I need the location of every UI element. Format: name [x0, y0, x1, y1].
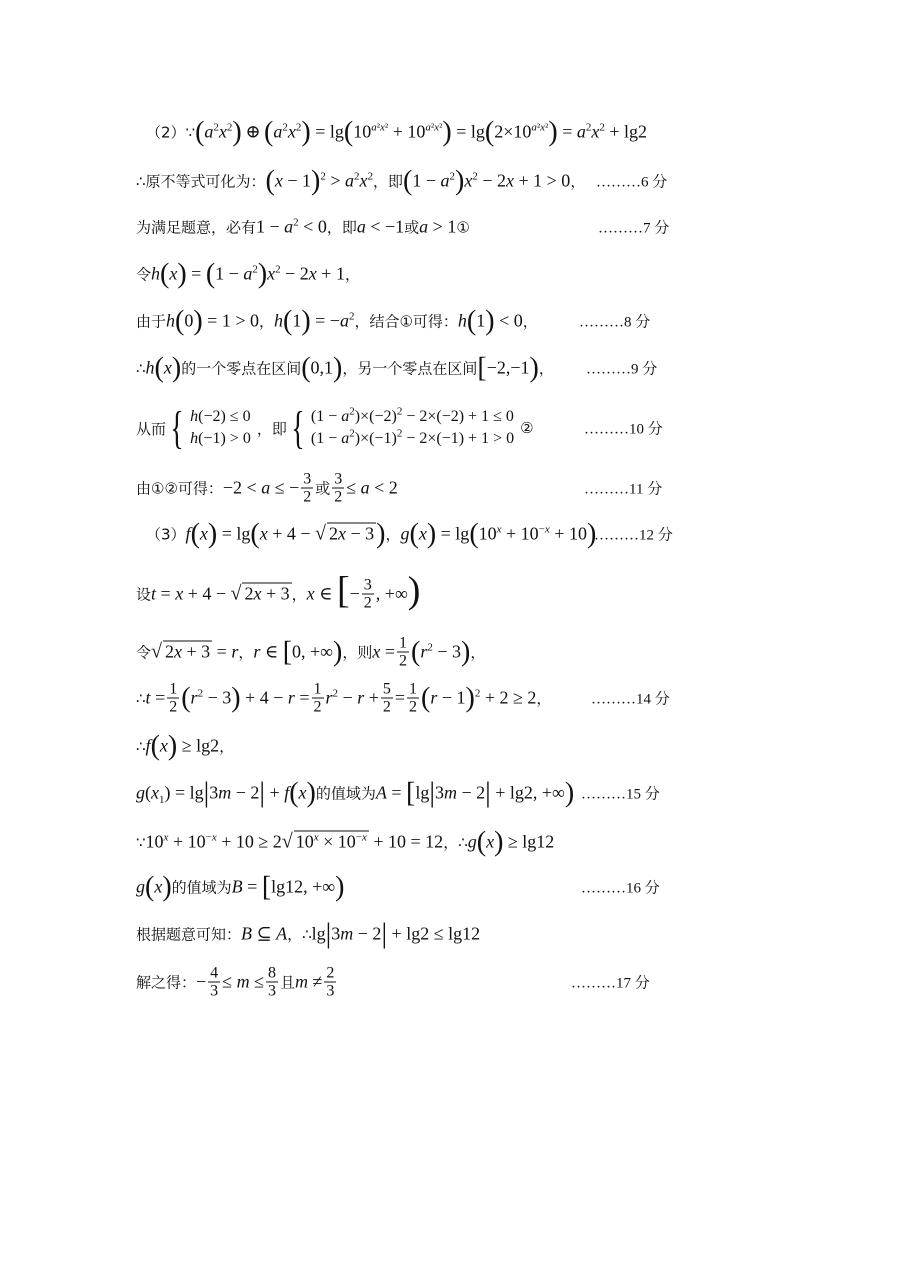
text-segment: 或: [404, 218, 420, 237]
solution-line-18: [0, 960, 900, 1004]
solution-line-16: [0, 867, 900, 907]
fraction: [407, 681, 419, 716]
formula: $(1 - a^2)x^2 - 2x + 1 > 0$: [403, 165, 571, 197]
fraction: [324, 965, 336, 1000]
text-segment: ，另一个零点在区间: [342, 359, 478, 378]
fraction: [362, 577, 374, 612]
line-content: [136, 258, 360, 290]
line-content: [136, 635, 485, 670]
formula: $r^2 - r$ +: [325, 687, 379, 708]
solution-line-6: [0, 348, 900, 388]
text-segment: ，: [536, 689, 552, 708]
text-segment: ，: [570, 172, 586, 191]
solution-line-4: [0, 254, 900, 294]
fraction: [332, 471, 344, 506]
line-content: [136, 569, 421, 612]
solution-line-8: [0, 466, 900, 510]
text-segment: ，: [344, 265, 360, 284]
formula: B = [lg12, +∞): [231, 871, 345, 903]
numerator: 3: [334, 470, 343, 488]
brace-icon: {: [170, 402, 184, 453]
text-segment: 设: [136, 585, 152, 604]
formula: lg|3m − 2| + lg2 ≤ lg12: [311, 918, 481, 950]
formula: x =: [372, 641, 395, 662]
solution-line-7: [0, 403, 900, 453]
formula: x ∈ [−: [306, 569, 360, 612]
formula: $(r^2 - 3)$: [411, 636, 471, 668]
score-marker: ………12 分: [594, 527, 673, 544]
line-content: [136, 217, 470, 238]
formula: t = x + 4 − √ 2x + 3: [151, 582, 290, 605]
text-segment: ，结合①可得：: [354, 312, 458, 331]
system-row: h(−2) ≤ 0: [190, 408, 251, 425]
text-segment: ∴原不等式可化为：: [136, 172, 266, 191]
system-rows: [311, 406, 514, 450]
numerator: 8: [267, 964, 276, 982]
formula: $h(x) = (1 - a^2)x^2 - 2x + 1$: [151, 258, 345, 290]
score-marker: ………14 分: [591, 691, 670, 708]
solution-line-17: [0, 914, 900, 954]
text-segment: ∴: [136, 737, 146, 755]
solution-line-13: [0, 726, 900, 766]
text-segment: 令: [136, 265, 152, 284]
text-segment: 令: [136, 643, 152, 662]
denominator: 2: [303, 488, 312, 506]
text-segment: ，: [470, 643, 486, 662]
formula: $(x - 1)^2 > a^2x^2$: [265, 165, 374, 197]
text-segment: 的值域为: [315, 784, 376, 803]
solution-line-11: [0, 630, 900, 674]
denominator: 3: [326, 982, 335, 1000]
text-segment: 的一个零点在区间: [181, 359, 302, 378]
line-content: [146, 518, 597, 550]
formula: , +∞): [375, 569, 421, 612]
solution-line-1: [0, 112, 900, 152]
text-segment: 为满足题意，必有: [136, 218, 257, 237]
text-segment: ，即: [373, 172, 404, 191]
denominator: 2: [363, 594, 372, 612]
formula: ≤ a < 2: [346, 477, 398, 498]
formula: f(x) ≥ lg2: [145, 730, 220, 762]
text-segment: ∴: [136, 689, 146, 707]
formula: √ 2x + 3 = r: [151, 640, 239, 663]
numerator: 1: [409, 680, 418, 698]
formula: (0,1): [301, 352, 343, 384]
inequality-system: [287, 402, 515, 453]
text-segment: ，: [219, 737, 235, 756]
line-content: [136, 871, 345, 903]
formula: =: [394, 687, 406, 708]
numerator: 3: [363, 576, 372, 594]
text-segment: 由①②可得：: [136, 479, 223, 498]
line-content: [136, 826, 555, 858]
text-segment: 根据题意可知：: [136, 925, 242, 944]
numerator: 2: [326, 964, 335, 982]
formula: h(x): [145, 352, 182, 384]
text-segment: 或: [315, 479, 331, 498]
part-label: （3）: [146, 525, 186, 544]
text-segment: 从而: [136, 419, 167, 438]
score-marker: ………10 分: [584, 421, 663, 438]
solution-line-15: [0, 822, 900, 862]
line-content: [136, 165, 586, 197]
solution-line-5: [0, 301, 900, 341]
system-row: h(−1) > 0: [190, 430, 251, 447]
score-marker: ………11 分: [584, 481, 663, 498]
formula: $1 - a^2 < 0$: [256, 216, 327, 237]
numerator: 1: [399, 634, 407, 652]
solution-line-9: [0, 514, 900, 554]
fraction: [208, 965, 220, 1000]
text-segment: ，: [258, 312, 274, 331]
formula: t =: [145, 687, 166, 708]
numerator: 1: [313, 680, 322, 698]
line-content: [136, 681, 551, 716]
fraction: [397, 635, 409, 670]
score-marker: ………9 分: [586, 361, 658, 378]
text-segment: ，即: [256, 419, 287, 438]
text-segment: ，: [291, 585, 307, 604]
line-content: [136, 918, 481, 950]
fraction: [167, 681, 179, 716]
formula: a < −1: [356, 216, 405, 237]
text-segment: ∵: [136, 833, 146, 851]
formula: ≤ m ≤: [222, 971, 264, 992]
denominator: 3: [210, 982, 219, 1000]
line-content: [136, 305, 538, 337]
line-content: [136, 471, 398, 506]
part-label: （2）∵: [146, 123, 196, 142]
text-segment: 且: [279, 973, 295, 992]
text-segment: 的值域为: [171, 878, 232, 897]
denominator: 2: [313, 698, 322, 716]
score-marker: ………6 分: [596, 174, 668, 191]
formula: $10^x + 10^{-x} + 10 \ge 2√$ $10^x \times 10^{-x} + 10 = 12$: [145, 830, 444, 853]
formula: $(r^2 - 3) + 4 - r$ =: [181, 682, 310, 714]
text-segment: ，∴: [443, 833, 468, 852]
formula: A = [lg|3m − 2| + lg2, +∞): [375, 777, 575, 809]
formula: g(x): [136, 871, 172, 903]
system-row: $(1 - a^2)\times(-2)^2 - 2\times(-2) + 1 \le 0$: [310, 405, 514, 425]
line-content: [136, 777, 575, 809]
score-marker: ………8 分: [579, 314, 651, 331]
text-segment: ，∴: [287, 925, 312, 944]
text-segment: ∴: [136, 359, 146, 377]
circled-marker-2: ②: [520, 419, 534, 437]
formula: [−2,−1): [477, 352, 539, 384]
formula: f(x) = lg(x + 4 − √ 2x − 3): [185, 518, 386, 550]
formula: $h(1) = -a^2$: [274, 305, 355, 337]
solution-line-12: [0, 676, 900, 720]
numerator: 1: [169, 680, 178, 698]
circled-marker-1: ①: [456, 218, 470, 236]
formula: m ≠: [294, 971, 323, 992]
text-segment: ，则: [342, 643, 373, 662]
formula: $g(x_1) = \lg|3m - 2| + f(x)$: [136, 777, 316, 809]
brace-icon: {: [291, 402, 305, 453]
score-marker: ………16 分: [581, 880, 660, 897]
solution-line-2: [0, 161, 900, 201]
denominator: 2: [409, 698, 418, 716]
fraction: [381, 681, 393, 716]
line-content: [136, 352, 554, 384]
solution-line-10: [0, 571, 900, 617]
formula: $g(x) = \lg(10^x + 10^{-x} + 10)$: [400, 518, 597, 550]
score-marker: ………7 分: [598, 220, 670, 237]
formula: $(r - 1)^2 + 2 \ge 2$: [421, 682, 537, 714]
text-segment: ，: [238, 643, 254, 662]
denominator: 3: [267, 982, 276, 1000]
line-content: [136, 965, 338, 1000]
solution-line-14: [0, 773, 900, 813]
formula: h(0) = 1 > 0: [166, 305, 259, 337]
numerator: 3: [303, 470, 312, 488]
numerator: 4: [210, 964, 219, 982]
fraction: [301, 471, 313, 506]
text-segment: ，: [538, 359, 554, 378]
system-row: $(1 - a^2)\times(-1)^2 - 2\times(-1) + 1 > 0$: [310, 427, 515, 447]
fraction: [266, 965, 278, 1000]
formula: $(a^2x^2)$ ⊕ $(a^2x^2) = \lg(10^{a^2x^2} + 10^{a^2x^2}) = \lg(2\times 10^{a^2x^2}) = a^2x^2 + \lg 2$: [195, 116, 647, 148]
inequality-system: [166, 402, 251, 453]
formula: g(x) ≥ lg12: [467, 826, 555, 858]
line-content: [136, 402, 534, 453]
text-segment: ，: [522, 312, 538, 331]
formula: −: [196, 971, 207, 992]
denominator: 2: [334, 488, 343, 506]
text-segment: ，: [385, 525, 401, 544]
solution-line-3: [0, 207, 900, 247]
denominator: 2: [169, 698, 178, 716]
formula: B ⊆ A: [241, 923, 288, 944]
line-content: [146, 116, 647, 148]
formula: r ∈ [0, +∞): [253, 636, 343, 668]
formula: h(1) < 0: [457, 305, 523, 337]
text-segment: 由于: [136, 312, 167, 331]
denominator: 2: [382, 698, 391, 716]
text-segment: 解之得：: [136, 973, 197, 992]
score-marker: ………17 分: [571, 975, 650, 992]
text-segment: ，即: [326, 218, 357, 237]
formula: a > 1: [419, 216, 457, 237]
fraction: [312, 681, 324, 716]
formula: −2 < a ≤ −: [222, 477, 300, 498]
numerator: 5: [382, 680, 391, 698]
denominator: 2: [399, 652, 407, 670]
score-marker: ………15 分: [581, 786, 660, 803]
line-content: [136, 730, 235, 762]
system-rows: [190, 406, 251, 450]
